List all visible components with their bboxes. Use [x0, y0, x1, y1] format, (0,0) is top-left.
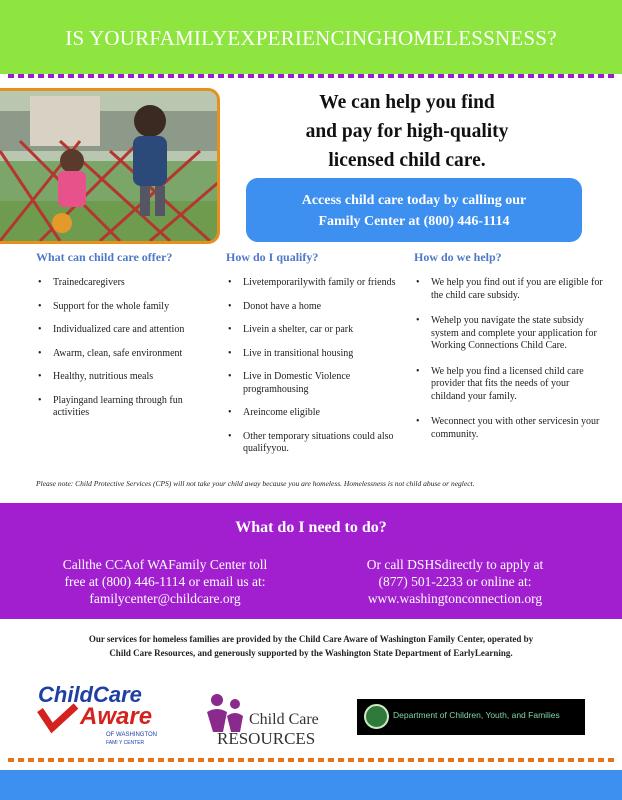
list-item: • Support for the whole family [36, 301, 221, 314]
headline [262, 88, 552, 175]
ccr-line-2: RESOURCES [217, 729, 316, 748]
bottom-banner [0, 770, 622, 800]
washington-seal-icon [364, 704, 389, 729]
help-heading: How do we help? [414, 250, 502, 264]
what-to-do-title: What do I need to do? [235, 519, 387, 536]
list-item: • Other temporary situations could also qualifyyou. [226, 431, 410, 456]
dcyf-logo [357, 699, 585, 735]
headline-line-2: and pay for high-quality [305, 121, 509, 142]
call-box [246, 178, 582, 242]
logo-sub-2: FAMI Y CENTER [106, 740, 145, 746]
list-item: • Areincome eligible [226, 407, 410, 420]
list-item: • Healthy, nutritious meals [36, 371, 221, 384]
logo-word-childcare: ChildCare [38, 682, 142, 707]
list-item: • Playingand learning through fun activities [36, 395, 221, 420]
childcare-aware-logo [36, 680, 176, 752]
list-item: • Live in transitional housing [226, 348, 410, 361]
website-link[interactable]: www.washingtonconnection.org [367, 591, 543, 606]
contact-line: free at (800) 446-1114 or email us at: [64, 574, 266, 589]
ccr-line-1: Child Care [249, 711, 319, 728]
dshs-contact [330, 556, 580, 607]
family-center-contact [40, 556, 290, 607]
offer-heading: What can child care offer? [36, 250, 173, 264]
services-line: Child Care Resources, and generously supported by the Washington State Department of EarlyLearning. [109, 648, 513, 658]
services-statement [40, 632, 582, 660]
qualify-heading: How do I qualify? [226, 250, 319, 264]
list-item: • Trainedcaregivers [36, 277, 221, 290]
child-care-resources-logo [205, 690, 335, 750]
headline-line-1: We can help you find [319, 92, 495, 113]
call-box-line-1: Access child care today by calling our [301, 193, 527, 208]
list-item: • Live in Domestic Violence programhousing [226, 371, 410, 396]
dcyf-text: Department of Children, Youth, and Families [393, 710, 560, 720]
list-item: • Weconnect you with other servicesin your community. [414, 416, 604, 441]
headline-line-3: licensed child care. [328, 150, 486, 171]
children-playing-photo [0, 88, 220, 244]
services-line: Our services for homeless families are provided by the Child Care Aware of Washington Family Center, operated by [88, 634, 534, 644]
what-to-do-box [0, 503, 622, 619]
list-item: • Livein a shelter, car or park [226, 324, 410, 337]
top-dashed-divider [8, 74, 614, 78]
qualify-column [226, 250, 410, 467]
call-box-line-2: Family Center at (800) 446-1114 [318, 214, 510, 229]
list-item: • We help you find out if you are eligible for the child care subsidy. [414, 277, 604, 302]
help-column [414, 250, 604, 454]
list-item: • Donot have a home [226, 301, 410, 314]
list-item: • We help you find a licensed child care provider that fits the needs of your childand your family. [414, 366, 604, 404]
offer-column [36, 250, 221, 431]
contact-line: Callthe CCAof WAFamily Center toll [62, 557, 268, 572]
email-link[interactable]: familycenter@childcare.org [89, 591, 241, 606]
cps-note: Please note: Child Protective Services (CPS) will not take your child away because you are homeless. Homelessness is not child abuse or neglect. [36, 479, 475, 488]
list-item: • Livetemporarilywith family or friends [226, 277, 410, 290]
list-item: • Wehelp you navigate the state subsidy system and complete your application for Working Connections Child Care. [414, 315, 604, 353]
list-item: • Individualized care and attention [36, 324, 221, 337]
bottom-dashed-divider [8, 758, 614, 762]
banner-title: IS YOURFAMILYEXPERIENCINGHOMELESSNESS? [65, 26, 557, 50]
contact-line: Or call DSHSdirectly to apply at [366, 557, 544, 572]
logo-sub-1: OF WASHINGTON [106, 732, 157, 738]
top-banner [0, 0, 622, 74]
logo-word-aware: Aware [80, 703, 153, 730]
list-item: • Awarm, clean, safe environment [36, 348, 221, 361]
contact-line: (877) 501-2233 or online at: [378, 574, 532, 589]
